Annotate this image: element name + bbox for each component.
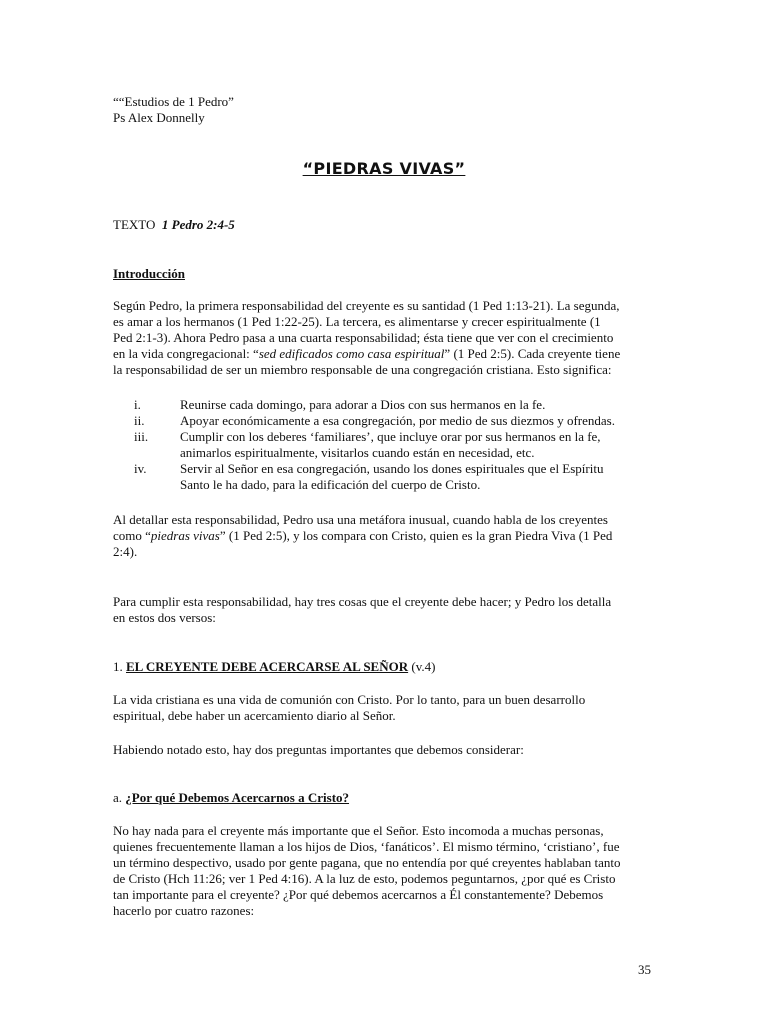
list-text-line: Cumplir con los deberes ‘familiares’, que incluye orar por sus hermanos en la fe, xyxy=(180,429,601,444)
intro-line: Según Pedro, la primera responsabilidad del creyente es su santidad (1 Ped 1:13-21). La segunda, xyxy=(113,298,620,313)
paragraph-line xyxy=(113,528,658,544)
subsection-a-heading xyxy=(113,790,658,806)
texto-line xyxy=(113,217,658,233)
intro-heading: Introducción xyxy=(113,266,185,281)
texto-reference: 1 Pedro 2:4-5 xyxy=(161,217,235,232)
paragraph-line: No hay nada para el creyente más importante que el Señor. Esto incomoda a muchas personas, xyxy=(113,823,604,838)
list-text-line: Santo le ha dado, para la edificación del cuerpo de Cristo. xyxy=(180,477,481,492)
list-item xyxy=(134,461,654,493)
paragraph-line: tan importante para el creyente? ¿Por qué debemos acercarnos a Él constantemente? Debemos xyxy=(113,887,604,902)
nohay-paragraph xyxy=(113,823,658,919)
list-item xyxy=(134,413,654,429)
paragraph-line: quienes frecuentemente llaman a los hijos de Dios, ‘fanáticos’. El mismo término, ‘cristiano’, fue xyxy=(113,839,620,854)
paragraph-line: Al detallar esta responsabilidad, Pedro usa una metáfora inusual, cuando habla de los creyentes xyxy=(113,512,608,527)
habiendo-paragraph: Habiendo notado esto, hay dos preguntas importantes que debemos considerar: xyxy=(113,742,524,757)
paragraph-text: ” (1 Ped 2:5), y los compara con Cristo, quien es la gran Piedra Viva (1 Ped xyxy=(219,528,613,543)
list-number: i. xyxy=(134,397,141,412)
section-reference: (v.4) xyxy=(411,659,436,674)
list-number: iii. xyxy=(134,429,149,444)
paragraph-line: Para cumplir esta responsabilidad, hay tres cosas que el creyente debe hacer; y Pedro los detalla xyxy=(113,594,612,609)
list-text-line: animarlos espiritualmente, visitarlos cuando están en necesidad, etc. xyxy=(180,445,535,460)
paragraph-line: La vida cristiana es una vida de comunión con Cristo. Por lo tanto, para un buen desarrollo xyxy=(113,692,586,707)
list-text-line: Servir al Señor en esa congregación, usando los dones espirituales que el Espíritu xyxy=(180,461,604,476)
section-number: 1. xyxy=(113,659,123,674)
intro-line: es amar a los hermanos (1 Ped 1:22-25). La tercera, es alimentarse y crecer espiritualmente (1 xyxy=(113,314,601,329)
series-title: ““Estudios de 1 Pedro” xyxy=(113,94,234,109)
author-line: Ps Alex Donnelly xyxy=(113,110,205,125)
page-number: 35 xyxy=(638,962,651,977)
subsection-title: ¿Por qué Debemos Acercarnos a Cristo? xyxy=(125,790,350,805)
intro-line: Ped 2:1-3). Ahora Pedro pasa a una cuarta responsabilidad; ésta tiene que ver con el crecimiento xyxy=(113,330,614,345)
intro-text: en la vida congregacional: “ xyxy=(113,346,259,361)
texto-label: TEXTO xyxy=(113,217,156,232)
comunion-paragraph xyxy=(113,692,658,724)
list-text: Apoyar económicamente a esa congregación, por medio de sus diezmos y ofrendas. xyxy=(180,413,615,428)
section-title: EL CREYENTE DEBE ACERCARSE AL SEÑOR xyxy=(126,659,409,674)
intro-text: ” (1 Ped 2:5). Cada creyente tiene xyxy=(444,346,621,361)
paragraph-line: un término despectivo, usado por gente pagana, que no entendía por qué creyentes hablaban tanto xyxy=(113,855,621,870)
intro-line xyxy=(113,346,658,362)
intro-paragraph xyxy=(113,298,658,378)
detallar-paragraph xyxy=(113,512,658,560)
list-number: ii. xyxy=(134,413,145,428)
list-number: iv. xyxy=(134,461,147,476)
paragraph-line: de Cristo (Hch 11:26; ver 1 Ped 4:16). A la luz de esto, podemos peguntarnos, ¿por qué es Cristo xyxy=(113,871,616,886)
cumplir-paragraph xyxy=(113,594,658,626)
section-1-heading xyxy=(113,659,658,675)
paragraph-line: 2:4). xyxy=(113,544,138,559)
responsibility-list xyxy=(134,397,654,493)
paragraph-text: como “ xyxy=(113,528,151,543)
intro-line: la responsabilidad de ser un miembro responsable de una congregación cristiana. Esto significa: xyxy=(113,362,612,377)
paragraph-line: hacerlo por cuatro razones: xyxy=(113,903,255,918)
intro-quote: sed edificados como casa espiritual xyxy=(258,346,445,361)
page-title-text: “PIEDRAS VIVAS” xyxy=(302,159,466,178)
list-text xyxy=(180,461,654,493)
paragraph-line: en estos dos versos: xyxy=(113,610,216,625)
list-item xyxy=(134,429,654,461)
subsection-label: a. xyxy=(113,790,123,805)
page-title xyxy=(0,161,768,177)
list-item xyxy=(134,397,654,413)
paragraph-line: espiritual, debe haber un acercamiento diario al Señor. xyxy=(113,708,396,723)
paragraph-quote: piedras vivas xyxy=(150,528,220,543)
list-text xyxy=(180,429,654,461)
list-text: Reunirse cada domingo, para adorar a Dios con sus hermanos en la fe. xyxy=(180,397,546,412)
